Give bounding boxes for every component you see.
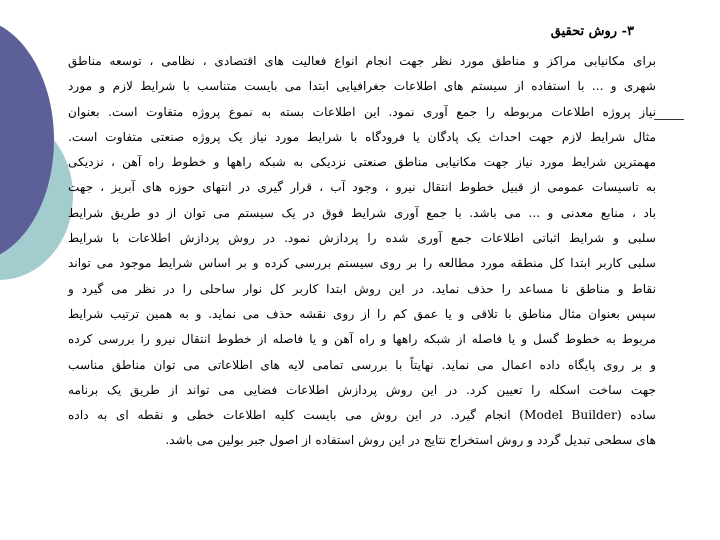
decorative-rule <box>654 119 684 120</box>
section-heading: ۳- روش تحقیق <box>550 24 634 39</box>
body-line: به تاسیسات عمومی از قبیل خطوط انتقال نیرو ، وجود آب ، قرار گیری در انتهای حوزه های آبریز ، جهت <box>68 180 656 195</box>
body-line: ساده (Model Builder) انجام گیرد. در این روش می بایست کلیه اطلاعات خطی و نقطه ای به داده <box>68 408 656 423</box>
body-line: شهری و ... با استفاده از سیستم های اطلاعات جغرافیایی ابتدا می بایست متناسب با شرایط لازم و مورد <box>68 79 656 94</box>
body-line: جهت ساخت اسکله را تعیین کرد. در این روش پردازش اطلاعات فضایی می تواند از طریق یک برنامه <box>68 382 656 397</box>
body-line: نقاط و مناطق نا مساعد را حذف نماید. در این روش ابتدا کاربر کل نوار ساحلی را در نظر می گیرد و <box>68 281 656 296</box>
body-line: سپس بعنوان مثال مناطق با تلاقی و یا عمق کم را از روی نقشه حذف می نماید. و به همین ترتیب شرایط <box>68 306 656 321</box>
body-line: باد ، منابع معدنی و ... می باشد. با جمع آوری شرایط فوق در یک سیستم می توان از دو طریق شرایط <box>68 205 656 220</box>
body-line: نیاز پروژه اطلاعات مربوطه را جمع آوری نمود. این اطلاعات بسته به نموع پروژه متفاوت است. بعنوان <box>68 104 656 119</box>
body-line: سلبی و شرایط اثباتی اطلاعات جمع آوری شده را پردازش نمود. در روش پردازش اطلاعات با شرایط <box>68 231 656 246</box>
body-line: و بر روی پایگاه داده اعمال می نماید. نهایتاً با بررسی تمامی لایه های اطلاعاتی می توان مناطق مناسب <box>68 357 656 372</box>
body-line: مهمترین شرایط مورد نیاز جهت مکانیابی مناطق صنعتی نزدیکی به شبکه راهها و خطوط راه آهن ، نزدیکی <box>68 155 656 170</box>
body-line: برای مکانیابی مراکز و مناطق مورد نظر جهت انجام انواع فعالیت های اقتصادی ، نظامی ، توسعه مناطق <box>68 54 656 68</box>
body-line: سلبی کاربر ابتدا کل منطقه مورد مطالعه را بر روی سیستم بررسی کرده و بر اساس شرایط موجود می تواند <box>68 256 656 271</box>
body-line: مربوط به خطوط گسل و یا فاصله از شبکه راهها و راه آهن و یا فاصله از خطوط انتقال نیرو را بررسی کرده <box>68 332 656 347</box>
body-line: های سطحی تبدیل گردد و روش استخراج نتایج در این روش استفاده از اصول جبر بولین می باشد. <box>165 433 656 448</box>
body-paragraph <box>68 49 656 454</box>
body-line: مثال شرایط لازم جهت احداث یک پادگان یا فرودگاه با شرایط مورد نیاز یک پروژه صنعتی متفاوت است. <box>68 129 656 144</box>
